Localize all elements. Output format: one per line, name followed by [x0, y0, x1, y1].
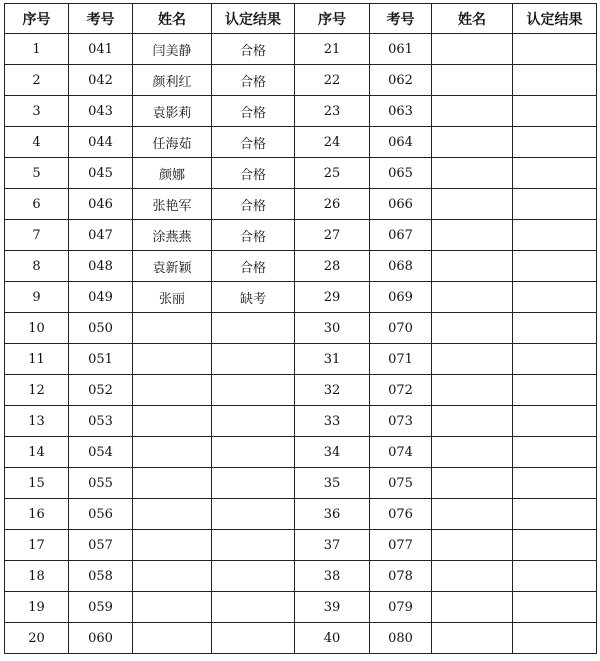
cell-exam-id-right: 063: [370, 96, 432, 127]
cell-seq-left: 19: [5, 592, 69, 623]
cell-name-left: 涂燕燕: [133, 220, 212, 251]
cell-name-right: [432, 65, 513, 96]
cell-seq-left: 17: [5, 530, 69, 561]
cell-result-left: 缺考: [212, 282, 295, 313]
table-row: [5, 561, 597, 592]
cell-exam-id-right: 064: [370, 127, 432, 158]
cell-seq-left: 13: [5, 406, 69, 437]
cell-result-right: [513, 375, 597, 406]
cell-seq-right: 23: [295, 96, 370, 127]
cell-exam-id-left: 051: [69, 344, 133, 375]
cell-exam-id-left: 047: [69, 220, 133, 251]
cell-name-right: [432, 623, 513, 654]
cell-result-left: 合格: [212, 189, 295, 220]
cell-name-right: [432, 251, 513, 282]
cell-exam-id-right: 077: [370, 530, 432, 561]
cell-name-left: [133, 592, 212, 623]
cell-seq-right: 36: [295, 499, 370, 530]
cell-name-left: 颜利红: [133, 65, 212, 96]
cell-name-right: [432, 189, 513, 220]
cell-name-left: 袁新颖: [133, 251, 212, 282]
cell-name-left: [133, 313, 212, 344]
cell-name-right: [432, 96, 513, 127]
cell-seq-right: 24: [295, 127, 370, 158]
cell-seq-right: 37: [295, 530, 370, 561]
cell-result-right: [513, 344, 597, 375]
cell-exam-id-right: 072: [370, 375, 432, 406]
cell-result-right: [513, 437, 597, 468]
cell-exam-id-left: 056: [69, 499, 133, 530]
cell-result-left: [212, 344, 295, 375]
cell-name-left: 任海茹: [133, 127, 212, 158]
header-seq-left: 序号: [5, 4, 69, 34]
cell-name-left: [133, 561, 212, 592]
cell-result-left: 合格: [212, 158, 295, 189]
cell-result-left: [212, 406, 295, 437]
cell-name-right: [432, 375, 513, 406]
cell-result-left: [212, 499, 295, 530]
cell-result-right: [513, 34, 597, 65]
cell-result-left: [212, 530, 295, 561]
cell-result-right: [513, 127, 597, 158]
cell-result-right: [513, 313, 597, 344]
table-row: [5, 158, 597, 189]
cell-seq-left: 20: [5, 623, 69, 654]
cell-seq-right: 31: [295, 344, 370, 375]
cell-result-left: 合格: [212, 34, 295, 65]
cell-name-left: [133, 375, 212, 406]
cell-seq-left: 1: [5, 34, 69, 65]
cell-result-left: 合格: [212, 65, 295, 96]
cell-seq-right: 40: [295, 623, 370, 654]
cell-exam-id-right: 079: [370, 592, 432, 623]
cell-result-right: [513, 623, 597, 654]
cell-exam-id-left: 060: [69, 623, 133, 654]
cell-seq-left: 16: [5, 499, 69, 530]
cell-exam-id-right: 074: [370, 437, 432, 468]
header-name-left: 姓名: [133, 4, 212, 34]
cell-exam-id-right: 066: [370, 189, 432, 220]
table-row: [5, 65, 597, 96]
table-row: [5, 189, 597, 220]
cell-seq-right: 21: [295, 34, 370, 65]
cell-seq-right: 30: [295, 313, 370, 344]
cell-name-left: 张艳军: [133, 189, 212, 220]
cell-exam-id-left: 057: [69, 530, 133, 561]
cell-result-left: 合格: [212, 251, 295, 282]
cell-name-right: [432, 592, 513, 623]
cell-name-right: [432, 34, 513, 65]
header-exam-id-left: 考号: [69, 4, 133, 34]
cell-seq-left: 7: [5, 220, 69, 251]
cell-result-right: [513, 96, 597, 127]
cell-seq-left: 14: [5, 437, 69, 468]
cell-result-right: [513, 282, 597, 313]
cell-exam-id-right: 069: [370, 282, 432, 313]
cell-exam-id-right: 061: [370, 34, 432, 65]
header-seq-right: 序号: [295, 4, 370, 34]
cell-exam-id-right: 075: [370, 468, 432, 499]
table-row: [5, 406, 597, 437]
cell-seq-right: 33: [295, 406, 370, 437]
table-row: [5, 468, 597, 499]
cell-exam-id-left: 054: [69, 437, 133, 468]
cell-exam-id-left: 045: [69, 158, 133, 189]
cell-seq-right: 29: [295, 282, 370, 313]
cell-result-right: [513, 158, 597, 189]
table-row: [5, 34, 597, 65]
cell-exam-id-left: 041: [69, 34, 133, 65]
cell-seq-left: 12: [5, 375, 69, 406]
cell-result-right: [513, 530, 597, 561]
cell-exam-id-left: 049: [69, 282, 133, 313]
cell-name-right: [432, 561, 513, 592]
cell-seq-left: 4: [5, 127, 69, 158]
cell-name-right: [432, 437, 513, 468]
cell-name-right: [432, 220, 513, 251]
table-row: [5, 220, 597, 251]
header-result-left: 认定结果: [212, 4, 295, 34]
cell-exam-id-right: 071: [370, 344, 432, 375]
cell-name-left: [133, 437, 212, 468]
header-exam-id-right: 考号: [370, 4, 432, 34]
cell-name-left: [133, 344, 212, 375]
cell-exam-id-right: 065: [370, 158, 432, 189]
cell-name-left: [133, 406, 212, 437]
cell-exam-id-right: 076: [370, 499, 432, 530]
cell-seq-left: 9: [5, 282, 69, 313]
cell-name-left: 闫美静: [133, 34, 212, 65]
cell-exam-id-right: 070: [370, 313, 432, 344]
cell-result-right: [513, 251, 597, 282]
cell-seq-left: 15: [5, 468, 69, 499]
cell-seq-right: 38: [295, 561, 370, 592]
cell-exam-id-right: 068: [370, 251, 432, 282]
cell-name-left: 颜娜: [133, 158, 212, 189]
cell-exam-id-left: 042: [69, 65, 133, 96]
cell-result-right: [513, 189, 597, 220]
cell-seq-left: 6: [5, 189, 69, 220]
cell-seq-left: 5: [5, 158, 69, 189]
cell-result-left: [212, 375, 295, 406]
cell-result-left: [212, 437, 295, 468]
table-row: [5, 344, 597, 375]
cell-seq-left: 3: [5, 96, 69, 127]
cell-exam-id-left: 059: [69, 592, 133, 623]
cell-result-left: [212, 592, 295, 623]
cell-seq-left: 8: [5, 251, 69, 282]
cell-result-left: [212, 313, 295, 344]
cell-result-left: [212, 468, 295, 499]
cell-result-right: [513, 561, 597, 592]
cell-name-left: [133, 530, 212, 561]
cell-name-right: [432, 499, 513, 530]
table-header-row: [5, 4, 597, 34]
cell-result-left: 合格: [212, 96, 295, 127]
cell-name-right: [432, 530, 513, 561]
cell-seq-right: 35: [295, 468, 370, 499]
cell-exam-id-left: 046: [69, 189, 133, 220]
cell-seq-right: 22: [295, 65, 370, 96]
cell-seq-left: 11: [5, 344, 69, 375]
table-row: [5, 499, 597, 530]
cell-name-left: 袁影莉: [133, 96, 212, 127]
header-result-right: 认定结果: [513, 4, 597, 34]
cell-name-left: [133, 623, 212, 654]
table-row: [5, 530, 597, 561]
table-row: [5, 623, 597, 654]
table-body: [5, 34, 597, 654]
cell-result-right: [513, 499, 597, 530]
cell-exam-id-left: 043: [69, 96, 133, 127]
cell-seq-left: 2: [5, 65, 69, 96]
cell-seq-right: 26: [295, 189, 370, 220]
table-row: [5, 592, 597, 623]
results-table: [4, 3, 597, 654]
cell-result-right: [513, 220, 597, 251]
cell-name-right: [432, 313, 513, 344]
cell-exam-id-left: 058: [69, 561, 133, 592]
cell-name-right: [432, 127, 513, 158]
table-row: [5, 437, 597, 468]
cell-name-right: [432, 406, 513, 437]
cell-result-right: [513, 592, 597, 623]
cell-seq-right: 32: [295, 375, 370, 406]
cell-exam-id-left: 048: [69, 251, 133, 282]
cell-exam-id-left: 055: [69, 468, 133, 499]
cell-name-left: 张丽: [133, 282, 212, 313]
cell-exam-id-left: 050: [69, 313, 133, 344]
cell-seq-left: 10: [5, 313, 69, 344]
cell-result-left: 合格: [212, 220, 295, 251]
cell-exam-id-right: 080: [370, 623, 432, 654]
cell-name-right: [432, 468, 513, 499]
cell-exam-id-right: 062: [370, 65, 432, 96]
cell-seq-left: 18: [5, 561, 69, 592]
table-row: [5, 375, 597, 406]
cell-exam-id-left: 053: [69, 406, 133, 437]
cell-name-right: [432, 282, 513, 313]
cell-result-left: [212, 561, 295, 592]
cell-result-left: [212, 623, 295, 654]
table-row: [5, 127, 597, 158]
cell-result-left: 合格: [212, 127, 295, 158]
cell-name-right: [432, 344, 513, 375]
table-row: [5, 282, 597, 313]
cell-seq-right: 25: [295, 158, 370, 189]
cell-exam-id-right: 073: [370, 406, 432, 437]
cell-name-left: [133, 468, 212, 499]
cell-seq-right: 27: [295, 220, 370, 251]
table-row: [5, 313, 597, 344]
table-row: [5, 251, 597, 282]
cell-exam-id-left: 052: [69, 375, 133, 406]
cell-seq-right: 39: [295, 592, 370, 623]
cell-seq-right: 34: [295, 437, 370, 468]
cell-name-left: [133, 499, 212, 530]
cell-seq-right: 28: [295, 251, 370, 282]
cell-exam-id-left: 044: [69, 127, 133, 158]
cell-result-right: [513, 406, 597, 437]
header-name-right: 姓名: [432, 4, 513, 34]
cell-result-right: [513, 65, 597, 96]
table-row: [5, 96, 597, 127]
cell-exam-id-right: 078: [370, 561, 432, 592]
cell-exam-id-right: 067: [370, 220, 432, 251]
cell-name-right: [432, 158, 513, 189]
cell-result-right: [513, 468, 597, 499]
